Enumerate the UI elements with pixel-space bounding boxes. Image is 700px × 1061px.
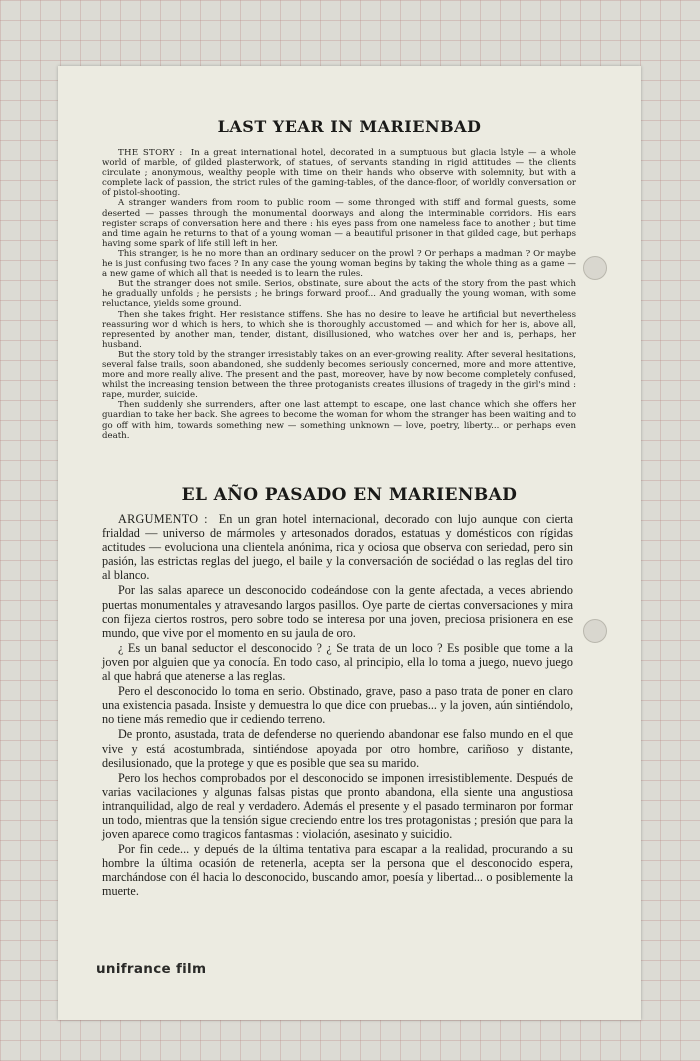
unifrance-logo: unifrance film: [96, 961, 207, 977]
spanish-paragraph: ARGUMENTO : En un gran hotel internacional, decorado con lujo aunque con cierta frialdad — universo de mármoles y artesonados dorados, estatuas y domésticos con rígidas actitudes — evoluciona una clientela anónima, rica y ociosa que observa con seriedad, pero sin pasión, las estrictas reglas del juego, el baile y la conversación de sociédad o las reglas del tiro al blanco.: [102, 512, 574, 583]
english-paragraph: This stranger, is he no more than an ordinary seducer on the prowl ? Or perhaps a madman ? Or maybe he is just confusing two faces ? In any case the young woman begins by taking the whole thing as a game — a new game of which all that is needed is to learn the rules.: [102, 248, 576, 280]
spanish-synopsis: [102, 512, 573, 900]
spanish-paragraph: ¿ Es un banal seductor el desconocido ? ¿ Se trata de un loco ? Es posible que tome a la joven por alguien que ya conocía. En todo caso, al principio, ella lo toma a juego, nuevo juego al que habrá que atenerse a las reglas.: [102, 640, 573, 684]
english-synopsis: [102, 148, 576, 441]
spanish-title: EL AÑO PASADO EN MARIENBAD: [181, 485, 518, 505]
english-paragraph: But the stranger does not smile. Serios, obstinate, sure about the acts of the story from the past which he gradually unfolds ; he persists ; he brings forward proof... And gradually the young woman, with some reluctance, yields some ground.: [102, 279, 576, 310]
spanish-lead: ARGUMENTO :: [118, 512, 208, 526]
spanish-paragraph: De pronto, asustada, trata de defenderse no queriendo abandonar ese falso mundo en el que vive y está acostumbrada, sintiéndose apoyada por otro hombre, cariñoso y distante, desilusionado, que la protege y que es posible que sea su marido.: [102, 727, 573, 770]
document-page: [58, 66, 641, 1020]
english-paragraph: THE STORY : In a great international hotel, decorated in a sumptuous but glacia lstyle — a whole world of marble, of gilded plasterwork, of statues, of servants standing in rigid attitudes — the clients circulate ; anonymous, wealthy people with time on their hands who observe with solemnity, but with a complete lack of passion, the strict rules of the gaming-tables, of the dance-floor, of worldly conversation or of pistol-shooting.: [102, 148, 576, 199]
spanish-paragraph: Por fin cede... y depués de la última tentativa para escapar a la realidad, procurando a su hombre la última ocasión de retenerla, acepta ser la persona que el desconocido espera, marchándose con él hacia lo desconocido, buscando amor, poesía y libertad... o posiblemente la muerte.: [102, 842, 573, 899]
punch-hole-bottom: [583, 619, 607, 643]
english-paragraph: But the story told by the stranger irresistably takes on an ever-growing reality. After several hesitations, several false trails, soon abandoned, she suddenly becomes seriously concerned, more and more attentive, more and more really alive. The present and the past, moreover, have by now become completely confused, whilst the increasing tension between the three protoganists creates illusions of tragedy in the girl's mind : rape, murder, suicide.: [102, 349, 576, 401]
english-paragraph: Then she takes fright. Her resistance stiffens. She has no desire to leave he artificial but nevertheless reassuring wor d which is hers, to which she is thoroughly accustomed — and which for her is, above all, represented by another man, tender, distant, disillusioned, who watches over her and is, perhaps, her husband.: [102, 309, 576, 350]
english-paragraph: Then suddenly she surrenders, after one last attempt to escape, one last chance which she offers her guardian to take her back. She agrees to become the woman for whom the stranger has been waiting and to go off with him, towards something new — something unknown — love, poetry, liberty... or perhaps even death.: [102, 400, 576, 441]
english-title: LAST YEAR IN MARIENBAD: [217, 117, 482, 136]
english-lead: THE STORY :: [118, 148, 183, 158]
spanish-paragraph: Pero el desconocido lo toma en serio. Obstinado, grave, paso a paso trata de poner en claro una existencia pasada. Insiste y demuestra lo que dice con pruebas... y la joven, aún sintiéndolo, no tiene más remedio que ir cediendo terreno.: [102, 684, 573, 727]
punch-hole-top: [583, 256, 607, 280]
spanish-paragraph: Por las salas aparece un desconocido codeándose con la gente afectada, a veces abriendo puertas monumentales y atravesando largos pasillos. Oye parte de ciertas conversaciones y mira con fijeza ciertos rostros, pero sobre todo se interesa por una joven, preciosa prisionera en ese mundo, que vive por el momento en su jaula de oro.: [102, 583, 573, 640]
english-paragraph: A stranger wanders from room to public room — some thronged with stiff and formal guests, some deserted — passes through the monumental doorways and along the interminable corridors. His ears register scraps of conversation here and there : his eyes pass from one nameless face to another ; but time and time again he returns to that of a young woman — a beautiful prisoner in that gilded cage, but perhaps having some spark of life still left in her.: [102, 198, 576, 249]
spanish-paragraph: Pero los hechos comprobados por el desconocido se imponen irresistiblemente. Después de varias vacilaciones y algunas falsas pistas que pronto abandona, ella siente una angustiosa intranquilidad, algo de real y verdadero. Además el presente y el pasado terminaron por formar un todo, mientras que la tensión sigue creciendo entre los tres protagonistas ; presión que para la joven aparece como tragicos fantasmas : violación, asesinato y suicidio.: [102, 770, 573, 842]
